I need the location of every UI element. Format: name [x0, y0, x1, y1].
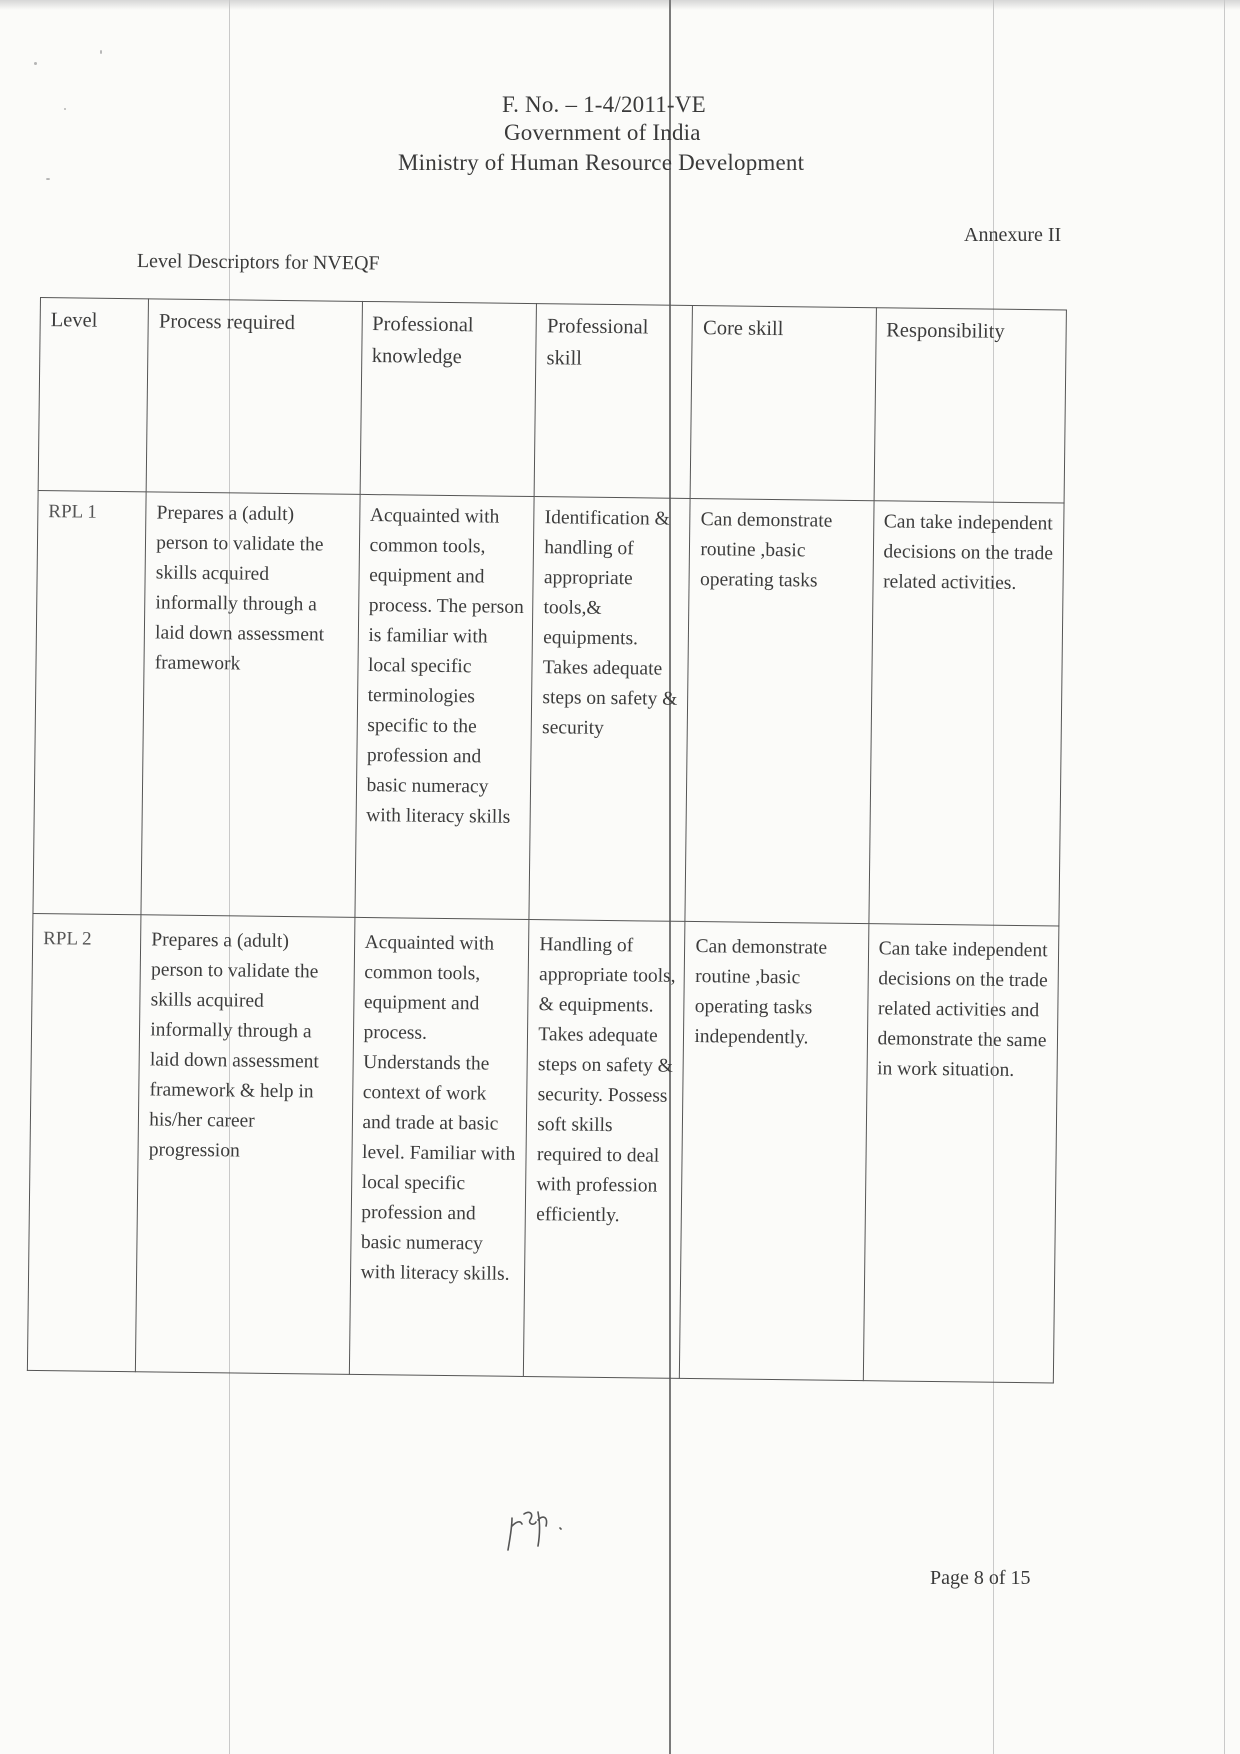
column-header-knowledge: Professional knowledge [360, 301, 537, 496]
column-header-level: Level [38, 298, 149, 492]
handwritten-initials [500, 1500, 580, 1560]
document-title: Level Descriptors for NVEQF [136, 250, 380, 275]
scan-speck [64, 108, 66, 110]
column-header-core: Core skill [691, 305, 876, 500]
file-number: F. No. – 1-4/2011-VE [502, 92, 706, 117]
responsibility-cell: Can take independent decisions on the trade related activities and demonstrate the same in work situation. [863, 924, 1059, 1383]
skill-cell: Identification & handling of appropriate tools,& equipments. Takes adequate steps on safety & security [529, 497, 690, 922]
column-header-skill: Professional skill [534, 304, 692, 499]
scan-speck [46, 178, 50, 180]
scan-artifact-line [1224, 0, 1225, 1754]
ministry-name: Ministry of Human Resource Development [398, 150, 805, 175]
column-header-process: Process required [146, 299, 362, 495]
core-skill-cell: Can demonstrate routine ,basic operating tasks [685, 498, 873, 923]
scan-edge-shadow [0, 0, 1240, 10]
table-row [33, 490, 1064, 926]
page-number: Page 8 of 15 [930, 1567, 1031, 1589]
process-cell: Prepares a (adult) person to validate the skills acquired informally through a laid down assessment framework & help in his/her career progression [136, 915, 355, 1375]
skill-cell: Handling of appropriate tools, & equipments. Takes adequate steps on safety & security. Possess soft skills required to deal with profession efficiently. [524, 920, 686, 1379]
level-descriptors-table-wrapper [27, 297, 1067, 1383]
responsibility-cell: Can take independent decisions on the trade related activities. [868, 501, 1064, 926]
process-cell: Prepares a (adult) person to validate the skills acquired informally through a laid down assessment framework [141, 492, 359, 918]
government-name: Government of India [504, 120, 701, 145]
level-descriptors-table [27, 297, 1067, 1383]
scan-speck [100, 50, 102, 54]
table-row [27, 913, 1059, 1383]
knowledge-cell: Acquainted with common tools, equipment and process. The person is familiar with local specific terminologies specific to the profession and basic numeracy with literacy skills [354, 494, 534, 919]
level-cell: RPL 2 [27, 913, 141, 1371]
knowledge-cell: Acquainted with common tools, equipment and process. Understands the context of work and trade at basic level. Familiar with local specific profession and basic numeracy with literacy skills. [349, 917, 529, 1376]
annexure-label: Annexure II [964, 224, 1062, 246]
core-skill-cell: Can demonstrate routine ,basic operating tasks independently. [680, 921, 869, 1380]
level-cell: RPL 1 [33, 490, 146, 914]
column-header-responsibility: Responsibility [874, 308, 1067, 503]
table-header-row [38, 298, 1066, 504]
scan-speck [34, 62, 37, 65]
